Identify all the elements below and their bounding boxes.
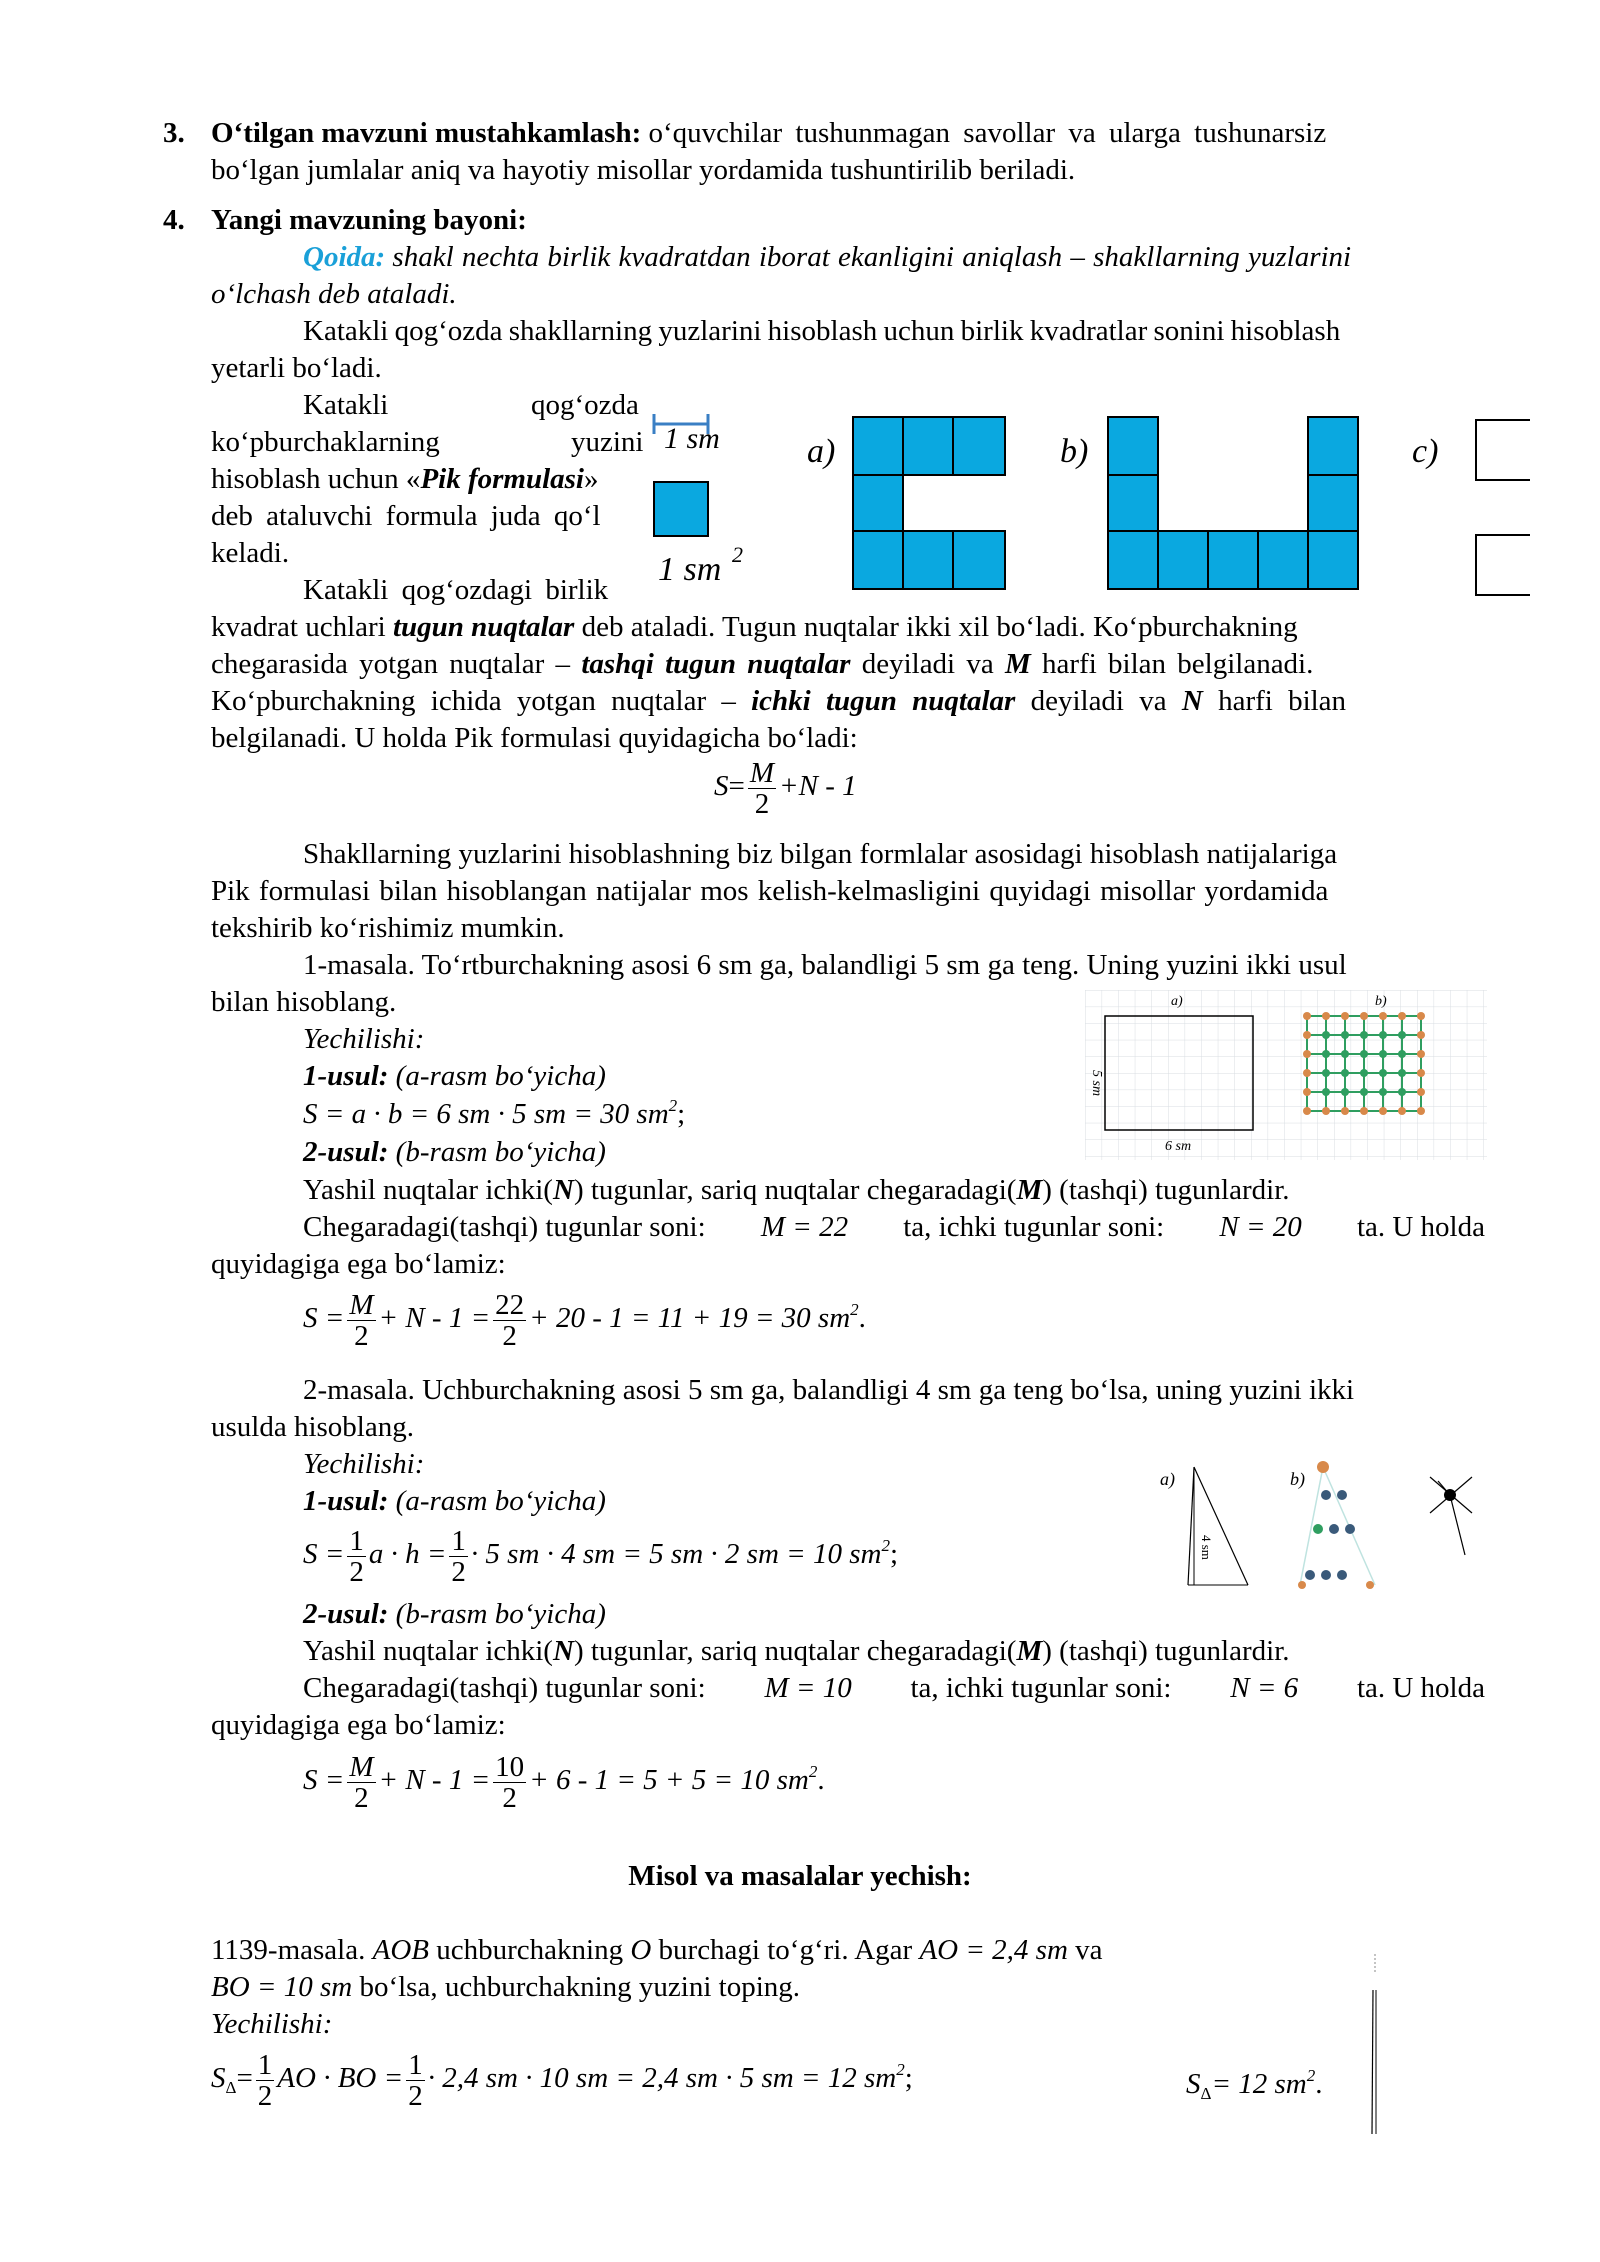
numerator: M: [749, 757, 775, 789]
solution-label: Yechilishi:: [303, 1448, 425, 1480]
var: M: [1005, 648, 1031, 680]
method-label: 1-usul:: [303, 1060, 389, 1092]
sec3-line2: bo‘lgan jumlalar aniq va hayotiy misollar yordamida tushuntirilib beriladi.: [211, 154, 1076, 186]
task3-line2: [211, 1969, 800, 2006]
unit-length-label: 1 sm: [664, 422, 720, 455]
solution-label: Yechilishi:: [303, 1023, 425, 1055]
figure-a-shape: [853, 417, 1005, 589]
var: N: [552, 1174, 574, 1206]
exponent: 2: [1306, 2066, 1316, 2085]
figure-c-shape: [1476, 420, 1530, 595]
exponent: 2: [850, 1300, 859, 1320]
boundary-node: [1303, 1069, 1311, 1077]
formula-mid: + N - 1 =: [378, 1764, 491, 1797]
numerator: 1: [408, 2049, 423, 2081]
boundary-node: [1303, 1012, 1311, 1020]
polygon-figures: [800, 410, 1540, 600]
text: o‘quvchilar tushunmagan savollar va ularga tushunarsiz: [648, 117, 1327, 149]
para1-line1: Katakli qog‘ozda shakllarning yuzlarini hisoblash uchun birlik kvadratlar sonini hisoblash: [303, 315, 1341, 347]
qoida-line2: o‘lchash deb ataladi.: [211, 278, 457, 310]
para1-line2: yetarli bo‘ladi.: [211, 352, 382, 384]
text: Yashil nuqtalar ichki(: [303, 1174, 553, 1206]
count-n: N = 20: [1219, 1211, 1302, 1243]
method2: [303, 1134, 606, 1171]
boundary-node: [1322, 1107, 1330, 1115]
task2-pik-formula: [303, 1752, 825, 1813]
punct: .: [858, 1302, 866, 1335]
formula-rest: + 20 - 1 = 11 + 19 = 30 sm: [529, 1302, 851, 1335]
task1-nodes: [303, 1172, 1290, 1209]
numerator: M: [349, 1289, 374, 1321]
width-label: 6 sm: [1165, 1139, 1192, 1154]
para2-line2b: yuzini: [571, 426, 644, 458]
interior-node: [1322, 1069, 1330, 1077]
triangle-height-label: 4 sm: [1199, 1535, 1214, 1560]
var: N: [552, 1635, 574, 1667]
value: BO = 10 sm: [211, 1971, 353, 2003]
boundary-node: [1417, 1069, 1425, 1077]
figure-label-a: a): [807, 433, 836, 470]
interior-node: [1322, 1088, 1330, 1096]
qoida-text: shakl nechta birlik kvadratdan iborat ekanligini aniqlash – shakllarning yuzlarini: [392, 241, 1352, 273]
section-number: 3.: [163, 117, 185, 149]
task2-figure: [1150, 1455, 1490, 1595]
term: tugun nuqtalar: [392, 611, 575, 643]
figure-label-c: c): [1412, 433, 1439, 470]
unit-area-label: 1 sm: [658, 551, 722, 588]
boundary-node: [1360, 1012, 1368, 1020]
text: va: [1067, 1934, 1103, 1966]
denominator: 2: [408, 2080, 423, 2112]
method1: [303, 1058, 606, 1095]
boundary-node: [1417, 1012, 1425, 1020]
exponent: 2: [896, 2060, 905, 2080]
boundary-node: [1417, 1031, 1425, 1039]
interior-node: [1341, 1050, 1349, 1058]
numerator: 1: [257, 2049, 273, 2081]
boundary-node: [1379, 1012, 1387, 1020]
interior-node: [1341, 1088, 1349, 1096]
text: harfi bilan: [1202, 685, 1347, 717]
answer-value: = 12 sm: [1211, 2068, 1307, 2100]
var: O: [630, 1934, 652, 1966]
task2-nodes: [303, 1633, 1290, 1670]
interior-node: [1360, 1069, 1368, 1077]
punct: ;: [904, 2062, 913, 2095]
figure-b-shape: [1108, 417, 1358, 589]
task1-pik-formula: [303, 1290, 866, 1351]
text: ) tugunlar, sariq nuqtalar chegaradagi(: [573, 1635, 1017, 1667]
formula-s: S =: [303, 1538, 345, 1571]
para2-line3: [211, 461, 599, 498]
text: ta, ichki tugunlar soni:: [903, 1211, 1165, 1243]
node-star-icon: [1430, 1477, 1472, 1555]
pik-formula: [714, 758, 857, 819]
denominator: 2: [502, 1782, 517, 1814]
text: ) (tashqi) tugunlardir.: [1042, 1174, 1290, 1206]
para4-line1: Shakllarning yuzlarini hisoblashning biz bilgan formlalar asosidagi hisoblash natijalariga: [303, 838, 1338, 870]
fraction: [347, 1752, 375, 1813]
boundary-node: [1303, 1031, 1311, 1039]
formula-s: S: [714, 770, 729, 803]
text: Chegaradagi(tashqi) tugunlar soni:: [303, 1672, 706, 1704]
punct: ;: [677, 1098, 686, 1130]
formula-s: S =: [303, 1764, 345, 1797]
interior-node: [1379, 1050, 1387, 1058]
boundary-node: [1303, 1088, 1311, 1096]
qoida-label: Qoida:: [303, 241, 386, 273]
text: deyiladi va: [850, 648, 1005, 680]
interior-node: [1341, 1031, 1349, 1039]
method-text: (b-rasm bo‘yicha): [388, 1136, 606, 1168]
unit-square-icon: [654, 482, 708, 536]
fig1-label-b: b): [1375, 994, 1387, 1009]
formula-mid: a · h =: [368, 1538, 447, 1571]
para3-line4: [211, 683, 1346, 720]
method1: [303, 1483, 606, 1520]
unit-illustration: [650, 404, 760, 594]
para2-line5: keladi.: [211, 537, 290, 569]
denominator: 2: [354, 1782, 369, 1814]
interior-node: [1322, 1031, 1330, 1039]
interior-node: [1360, 1050, 1368, 1058]
text: »: [584, 463, 599, 495]
fraction: [347, 1526, 366, 1587]
fraction: [449, 1526, 468, 1587]
text: Chegaradagi(tashqi) tugunlar soni:: [303, 1211, 706, 1243]
text: ta. U holda: [1356, 1211, 1485, 1243]
interior-node: [1379, 1069, 1387, 1077]
text: chegarasida yotgan nuqtalar –: [211, 648, 582, 680]
task1-conclusion: quyidagiga ega bo‘lamiz:: [211, 1248, 506, 1280]
interior-node: [1398, 1069, 1406, 1077]
task1-line1: 1-masala. To‘rtburchakning asosi 6 sm ga, balandligi 5 sm ga teng. Uning yuzini ikki usul: [303, 949, 1347, 981]
sec3-line1: [211, 115, 1485, 152]
solution-label: Yechilishi:: [211, 2008, 333, 2040]
task3-formula: $S_\Delta=$ $\frac{1}{2}$ AO · BO = $\frac{1}{2}$ · 2,4 sm · 10 sm = 2,4 sm · 5 sm = 12 $sm^2$;: [211, 2049, 913, 2112]
text: Yashil nuqtalar ichki(: [303, 1635, 553, 1667]
term: tashqi tugun nuqtalar: [581, 648, 851, 680]
formula-rest: · 5 sm · 4 sm = 5 sm · 2 sm = 10 sm: [470, 1538, 882, 1571]
text: hisoblash uchun «: [211, 463, 421, 495]
interior-node: [1398, 1031, 1406, 1039]
text: uchburchakning: [428, 1934, 631, 1966]
fraction: [493, 1752, 526, 1813]
task1-figure: [1085, 990, 1487, 1160]
fig2-label-b: b): [1290, 1469, 1305, 1489]
formula-rest: · 2,4 sm · 10 sm = 2,4 sm · 5 sm = 12 sm: [427, 2062, 897, 2095]
numerator: 1: [451, 1525, 466, 1557]
para3-line5: belgilanadi. U holda Pik formulasi quyidagicha bo‘ladi:: [211, 722, 858, 754]
method2: [303, 1596, 606, 1633]
exponent: 2: [808, 1762, 818, 1782]
text: ) (tashqi) tugunlardir.: [1042, 1635, 1290, 1667]
formula: S = a · b = 6 sm · 5 sm = 30 sm: [303, 1098, 669, 1130]
boundary-node: [1341, 1012, 1349, 1020]
fraction: [406, 2050, 425, 2111]
denominator: 2: [754, 788, 770, 820]
para3-line1: Katakli qog‘ozdagi birlik: [303, 574, 609, 606]
boundary-node: [1341, 1107, 1349, 1115]
unit-area-exponent: 2: [732, 542, 743, 567]
boundary-node: [1379, 1107, 1387, 1115]
text: bo‘lsa, uchburchakning yuzini toping.: [352, 1971, 801, 2003]
boundary-node: [1398, 1012, 1406, 1020]
para2-word2: qog‘ozda: [531, 389, 639, 421]
denominator: 2: [354, 1320, 369, 1352]
task2-line2: usulda hisoblang.: [211, 1411, 414, 1443]
numerator: 22: [495, 1289, 525, 1321]
denominator: 2: [451, 1556, 466, 1588]
var: M: [1016, 1174, 1043, 1206]
formula-s: S =: [303, 1302, 345, 1335]
task3-answer: [1186, 2066, 1323, 2103]
var: AOB: [372, 1934, 429, 1966]
value: AO = 2,4 sm: [919, 1934, 1068, 1966]
formula-mid: + N - 1 =: [378, 1302, 491, 1335]
boundary-node: [1398, 1107, 1406, 1115]
boundary-node: [1322, 1012, 1330, 1020]
fraction: [748, 758, 776, 819]
para4-line3: tekshirib ko‘rishimiz mumkin.: [211, 912, 565, 944]
text: 1139-masala.: [211, 1934, 373, 1966]
text: kvadrat uchlari: [211, 611, 393, 643]
misol-heading: Misol va masalalar yechish:: [628, 1860, 972, 1892]
interior-node: [1360, 1088, 1368, 1096]
task2-line1: 2-masala. Uchburchakning asosi 5 sm ga, balandligi 4 sm ga teng bo‘lsa, uning yuzini ikki: [303, 1374, 1355, 1406]
exponent: 2: [668, 1096, 678, 1115]
fig2-label-a: a): [1160, 1469, 1175, 1489]
task2-formula1: [303, 1526, 898, 1587]
pik-formula-term: Pik formulasi: [420, 463, 584, 495]
term: ichki tugun nuqtalar: [751, 685, 1016, 717]
boundary-node: [1303, 1107, 1311, 1115]
denominator: 2: [349, 1556, 364, 1588]
text: ) tugunlar, sariq nuqtalar chegaradagi(: [573, 1174, 1017, 1206]
task2-count: [303, 1670, 1485, 1707]
section-heading: Yangi mavzuning bayoni:: [211, 204, 527, 236]
interior-node: [1360, 1031, 1368, 1039]
method-text: (a-rasm bo‘yicha): [388, 1060, 606, 1092]
figure-label-b: b): [1060, 433, 1089, 470]
interior-node: [1322, 1050, 1330, 1058]
boundary-node: [1417, 1107, 1425, 1115]
task3-line1: [211, 1932, 1103, 1969]
triangle-a: [1188, 1467, 1248, 1585]
formula-s: S: [211, 2062, 226, 2095]
interior-node: [1379, 1031, 1387, 1039]
task1-formula1: [303, 1096, 685, 1133]
para4-line2: Pik formulasi bilan hisoblangan natijalar mos kelish-kelmasligini quyidagi misollar yordamida: [211, 875, 1329, 907]
formula-s: S: [1186, 2068, 1201, 2100]
text: ta. U holda: [1356, 1672, 1485, 1704]
interior-node: [1341, 1069, 1349, 1077]
para2-line4: deb ataluvchi formula juda qo‘l: [211, 500, 601, 532]
section-heading: O‘tilgan mavzuni mustahkamlash:: [211, 117, 642, 149]
task2-conclusion: quyidagiga ega bo‘lamiz:: [211, 1709, 506, 1741]
fig1-label-a: a): [1171, 994, 1183, 1009]
fraction: [256, 2050, 275, 2111]
section-number: 4.: [163, 204, 185, 236]
var: N: [1181, 685, 1203, 717]
subscript: Δ: [1200, 2084, 1212, 2103]
punct: ;: [889, 1538, 898, 1571]
interior-node: [1379, 1088, 1387, 1096]
method-label: 2-usul:: [303, 1136, 389, 1168]
exponent: 2: [881, 1536, 890, 1556]
formula-mid: AO · BO =: [277, 2062, 404, 2095]
boundary-node: [1303, 1050, 1311, 1058]
interior-node: [1398, 1088, 1406, 1096]
text: burchagi to‘g‘ri. Agar: [651, 1934, 920, 1966]
para2-word1: Katakli: [303, 389, 389, 421]
text: deb ataladi. Tugun nuqtalar ikki xil bo‘ladi. Ko‘pburchakning: [574, 611, 1298, 643]
boundary-node: [1360, 1107, 1368, 1115]
text: deyiladi va: [1015, 685, 1182, 717]
interior-node: [1398, 1050, 1406, 1058]
count-m: M = 22: [760, 1211, 849, 1243]
formula-rest: +N - 1: [779, 770, 857, 803]
denominator: 2: [502, 1320, 517, 1352]
method-label: 2-usul:: [303, 1598, 389, 1630]
denominator: 2: [257, 2080, 273, 2112]
text: harfi bilan belgilanadi.: [1030, 648, 1314, 680]
para2-line2a: ko‘pburchaklarning: [211, 426, 440, 458]
method-text: (b-rasm bo‘yicha): [388, 1598, 606, 1630]
method-label: 1-usul:: [303, 1485, 389, 1517]
numerator: 1: [349, 1525, 364, 1557]
formula-rest: + 6 - 1 = 5 + 5 = 10 sm: [529, 1764, 809, 1797]
task1-line2: bilan hisoblang.: [211, 986, 397, 1018]
task1-count: [303, 1209, 1485, 1246]
formula-eq: =: [728, 770, 745, 803]
subscript: Δ: [225, 2078, 237, 2098]
fraction: [493, 1290, 526, 1351]
para3-line2: [211, 609, 1298, 646]
numerator: 10: [495, 1751, 525, 1783]
var: M: [1016, 1635, 1043, 1667]
boundary-node: [1417, 1050, 1425, 1058]
qoida-line1: [303, 239, 1485, 276]
punct: .: [817, 1764, 825, 1797]
text: Ko‘pburchakning ichida yotgan nuqtalar –: [211, 685, 752, 717]
fraction: [347, 1290, 375, 1351]
task3-figure-edge: [1360, 1950, 1380, 2140]
numerator: M: [349, 1751, 374, 1783]
punct: .: [1315, 2068, 1323, 2100]
method-text: (a-rasm bo‘yicha): [388, 1485, 606, 1517]
text: ta, ichki tugunlar soni:: [910, 1672, 1172, 1704]
para3-line3: [211, 646, 1313, 683]
height-label: 5 sm: [1089, 1070, 1104, 1097]
count-m: M = 10: [764, 1672, 852, 1704]
triangle-b-lattice: [1298, 1461, 1375, 1589]
count-n: N = 6: [1230, 1672, 1299, 1704]
boundary-node: [1417, 1088, 1425, 1096]
